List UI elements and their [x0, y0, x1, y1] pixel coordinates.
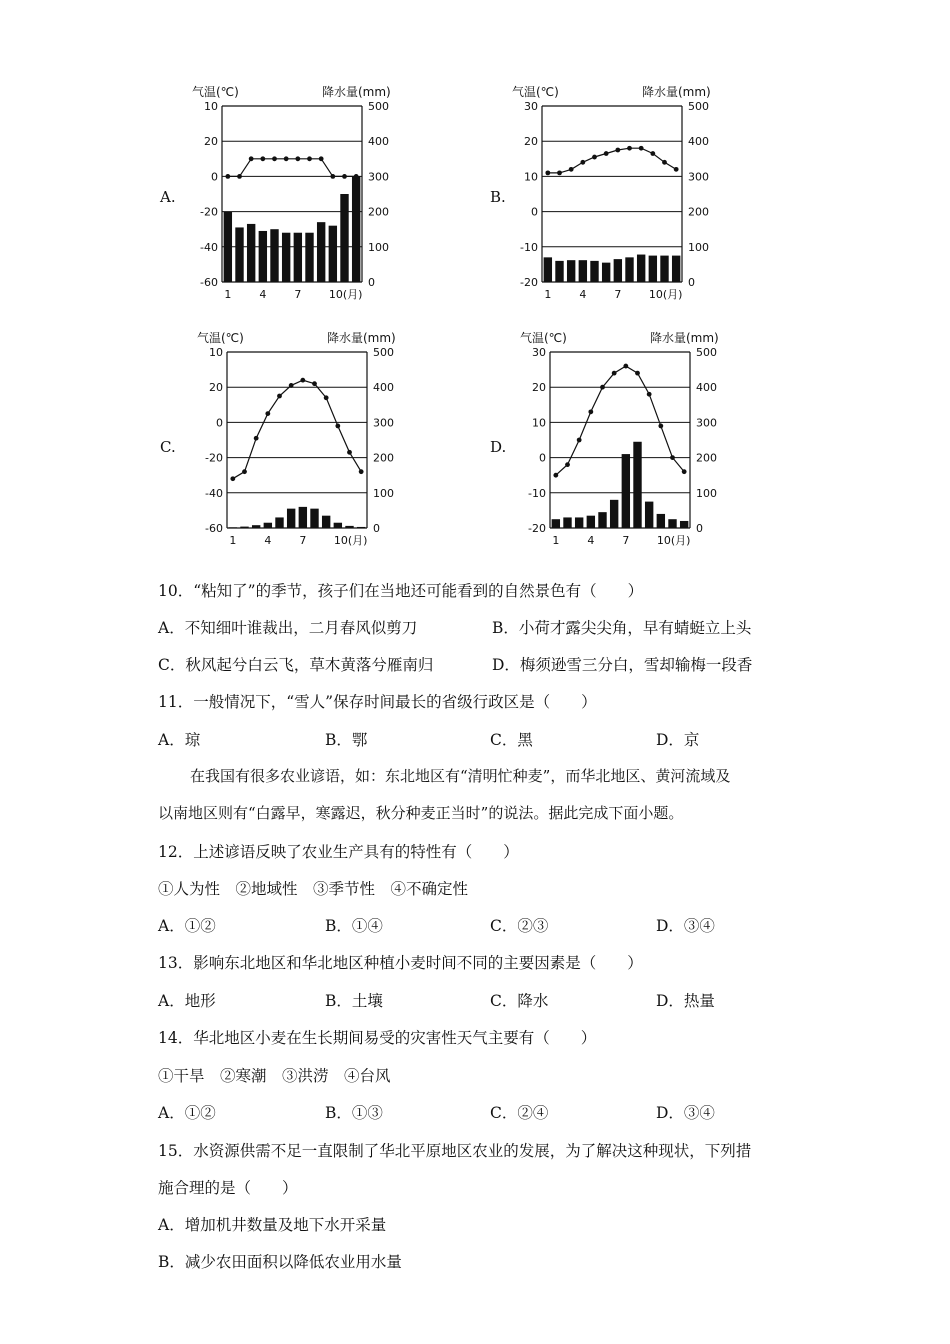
- question-10-stem: 10．“粘知了”的季节，孩子们在当地还可能看到的自然景色有（ ）: [158, 582, 644, 600]
- precipitation-tick-label: 100: [373, 486, 394, 500]
- precipitation-bar: [633, 442, 641, 528]
- temperature-point: [272, 156, 277, 161]
- month-tick-label: 1: [544, 288, 552, 301]
- precipitation-bar: [229, 527, 237, 528]
- precipitation-bar: [575, 517, 583, 528]
- temperature-point: [300, 378, 305, 383]
- precipitation-bar: [614, 259, 622, 282]
- precipitation-bar: [294, 233, 302, 282]
- option-a-label: A.: [160, 188, 176, 206]
- question-10-option-b[interactable]: B．小荷才露尖尖角，早有蜻蜓立上头: [492, 619, 752, 637]
- temperature-point: [592, 155, 597, 160]
- question-13-option-d[interactable]: D．热量: [656, 992, 715, 1010]
- precipitation-bar: [660, 256, 668, 282]
- precipitation-bar: [680, 521, 688, 528]
- precipitation-bar: [259, 231, 267, 282]
- question-15-option-a[interactable]: A．增加机井数量及地下水开采量: [158, 1216, 387, 1234]
- temperature-tick-label: -40: [205, 486, 223, 500]
- temperature-tick-label: 20: [524, 135, 538, 149]
- temperature-point: [289, 383, 294, 388]
- precipitation-bar: [555, 261, 563, 282]
- question-11-option-b[interactable]: B．鄂: [325, 731, 368, 749]
- temperature-tick-label: 0: [539, 451, 546, 465]
- precipitation-bar: [345, 526, 353, 528]
- temperature-point: [635, 371, 640, 376]
- month-tick-label: 1: [552, 534, 560, 547]
- temperature-point: [265, 411, 270, 416]
- temperature-point: [604, 151, 609, 156]
- precipitation-bar: [275, 517, 283, 528]
- precipitation-tick-label: 500: [688, 100, 709, 113]
- month-tick-label: 10(月): [328, 288, 363, 301]
- month-tick-label: 4: [579, 288, 587, 301]
- question-12-option-a[interactable]: A．①②: [158, 917, 216, 935]
- question-11-option-d[interactable]: D．京: [656, 731, 700, 749]
- temperature-point: [600, 385, 605, 390]
- precipitation-axis-title: 降水量(mm): [642, 85, 711, 99]
- precipitation-bar: [352, 176, 360, 282]
- option-d-label: D.: [490, 438, 507, 456]
- temperature-line: [233, 380, 361, 479]
- temperature-axis-title: 气温(℃): [512, 85, 559, 99]
- temperature-point: [359, 469, 364, 474]
- precipitation-bar: [287, 509, 295, 528]
- temperature-line: [228, 159, 356, 177]
- temperature-point: [580, 160, 585, 165]
- question-13-option-a[interactable]: A．地形: [158, 992, 216, 1010]
- temperature-axis-title: 气温(℃): [197, 331, 244, 345]
- precipitation-tick-label: 100: [696, 486, 717, 500]
- temperature-tick-label: -10: [528, 486, 546, 500]
- precipitation-bar: [610, 500, 618, 528]
- temperature-point: [295, 156, 300, 161]
- precipitation-bar: [329, 226, 337, 282]
- precipitation-bar: [270, 229, 278, 282]
- precipitation-bar: [357, 527, 365, 528]
- month-tick-label: 10(月): [333, 534, 368, 547]
- month-tick-label: 10(月): [648, 288, 683, 301]
- precipitation-tick-label: 100: [688, 240, 709, 254]
- precipitation-bar: [622, 454, 630, 528]
- temperature-tick-label: 10: [204, 100, 218, 113]
- temperature-tick-label: -20: [520, 276, 538, 289]
- passage-line-2: 以南地区则有“白露早，寒露迟，秋分种麦正当时”的说法。据此完成下面小题。: [158, 804, 684, 822]
- question-10-option-c[interactable]: C．秋风起兮白云飞，草木黄落兮雁南归: [158, 656, 434, 674]
- precipitation-axis-title: 降水量(mm): [322, 85, 391, 99]
- precipitation-bar: [282, 233, 290, 282]
- temperature-tick-label: -20: [528, 522, 546, 535]
- temperature-tick-label: 0: [531, 205, 538, 219]
- temperature-point: [647, 392, 652, 397]
- question-11-stem: 11．一般情况下，“雪人”保存时间最长的省级行政区是（ ）: [158, 693, 597, 711]
- precipitation-tick-label: 300: [696, 416, 717, 430]
- precipitation-tick-label: 400: [373, 381, 394, 395]
- month-tick-label: 7: [294, 288, 302, 301]
- temperature-point: [557, 170, 562, 175]
- temperature-point: [545, 170, 550, 175]
- month-tick-label: 1: [229, 534, 237, 547]
- precipitation-bar: [563, 517, 571, 528]
- precipitation-tick-label: 400: [688, 135, 709, 149]
- question-12-option-c[interactable]: C．②③: [490, 917, 549, 935]
- question-10-option-d[interactable]: D．梅须逊雪三分白，雪却输梅一段香: [492, 656, 753, 674]
- temperature-line: [556, 366, 684, 475]
- precipitation-tick-label: 200: [696, 451, 717, 465]
- precipitation-bar: [602, 263, 610, 282]
- temperature-point: [615, 148, 620, 153]
- question-14-option-d[interactable]: D．③④: [656, 1104, 715, 1122]
- temperature-point: [319, 156, 324, 161]
- temperature-point: [335, 424, 340, 429]
- temperature-tick-label: -20: [200, 205, 218, 219]
- temperature-point: [569, 167, 574, 172]
- question-15-stem-line-2: 施合理的是（ ）: [158, 1179, 298, 1197]
- precipitation-tick-label: 200: [373, 451, 394, 465]
- month-tick-label: 4: [587, 534, 595, 547]
- temperature-point: [277, 394, 282, 399]
- temperature-point: [627, 146, 632, 151]
- question-13-stem: 13．影响东北地区和华北地区种植小麦时间不同的主要因素是（ ）: [158, 954, 643, 972]
- precipitation-bar: [240, 527, 248, 528]
- precipitation-bar: [317, 222, 325, 282]
- question-15-option-b[interactable]: B．减少农田面积以降低农业用水量: [158, 1253, 402, 1271]
- precipitation-tick-label: 300: [368, 170, 389, 184]
- precipitation-bar: [649, 256, 657, 282]
- question-15-stem-line-1: 15．水资源供需不足一直限制了华北平原地区农业的发展，为了解决这种现状，下列措: [158, 1142, 752, 1160]
- temperature-point: [307, 156, 312, 161]
- question-11-option-c[interactable]: C．黑: [490, 731, 533, 749]
- temperature-point: [237, 174, 242, 179]
- precipitation-tick-label: 200: [368, 205, 389, 219]
- question-12-option-d[interactable]: D．③④: [656, 917, 715, 935]
- temperature-point: [662, 160, 667, 165]
- temperature-axis-title: 气温(℃): [192, 85, 239, 99]
- question-14-option-c[interactable]: C．②④: [490, 1104, 549, 1122]
- month-tick-label: 1: [224, 288, 232, 301]
- temperature-point: [553, 473, 558, 478]
- precipitation-bar: [598, 512, 606, 528]
- precipitation-bar: [305, 233, 313, 282]
- temperature-point: [242, 469, 247, 474]
- month-tick-label: 7: [622, 534, 630, 547]
- precipitation-bar: [252, 525, 260, 528]
- temperature-point: [324, 395, 329, 400]
- precipitation-bar: [334, 523, 342, 528]
- precipitation-bar: [264, 523, 272, 528]
- precipitation-bar: [247, 224, 255, 282]
- month-tick-label: 4: [259, 288, 267, 301]
- question-13-option-b[interactable]: B．土壤: [325, 992, 383, 1010]
- precipitation-bar: [235, 227, 243, 282]
- temperature-tick-label: 10: [524, 170, 538, 184]
- temperature-tick-label: -20: [205, 451, 223, 465]
- precipitation-tick-label: 0: [688, 276, 695, 289]
- temperature-tick-label: 0: [211, 170, 218, 184]
- question-10-option-a[interactable]: A．不知细叶谁裁出，二月春风似剪刀: [158, 619, 418, 637]
- precipitation-bar: [590, 261, 598, 282]
- precipitation-bar: [645, 502, 653, 528]
- precipitation-bar: [657, 514, 665, 528]
- temperature-tick-label: 20: [209, 381, 223, 395]
- precipitation-tick-label: 500: [696, 346, 717, 359]
- precipitation-bar: [668, 519, 676, 528]
- month-tick-label: 7: [614, 288, 622, 301]
- precipitation-axis-title: 降水量(mm): [327, 331, 396, 345]
- temperature-point: [284, 156, 289, 161]
- question-11-option-a[interactable]: A．琼: [158, 731, 201, 749]
- temperature-point: [354, 174, 359, 179]
- question-14-option-b[interactable]: B．①③: [325, 1104, 383, 1122]
- precipitation-bar: [625, 257, 633, 282]
- question-14-stem: 14．华北地区小麦在生长期间易受的灾害性天气主要有（ ）: [158, 1029, 597, 1047]
- precipitation-tick-label: 500: [373, 346, 394, 359]
- precipitation-bar: [672, 256, 680, 282]
- precipitation-tick-label: 100: [368, 240, 389, 254]
- precipitation-tick-label: 200: [688, 205, 709, 219]
- precipitation-tick-label: 0: [368, 276, 375, 289]
- precipitation-bar: [322, 516, 330, 528]
- precipitation-tick-label: 500: [368, 100, 389, 113]
- temperature-point: [670, 455, 675, 460]
- precipitation-bar: [637, 255, 645, 282]
- month-tick-label: 4: [264, 534, 272, 547]
- question-12-items: ①人为性 ②地域性 ③季节性 ④不确定性: [158, 880, 469, 898]
- precipitation-tick-label: 0: [373, 522, 380, 535]
- option-c-label: C.: [160, 438, 176, 456]
- temperature-point: [682, 469, 687, 474]
- question-14-items: ①干旱 ②寒潮 ③洪涝 ④台风: [158, 1067, 391, 1085]
- temperature-point: [658, 424, 663, 429]
- temperature-tick-label: -40: [200, 240, 218, 254]
- precipitation-bar: [587, 516, 595, 528]
- temperature-point: [347, 450, 352, 455]
- precipitation-bar: [579, 260, 587, 282]
- temperature-point: [342, 174, 347, 179]
- precipitation-bar: [340, 194, 348, 282]
- precipitation-bar: [544, 257, 552, 282]
- temperature-point: [312, 381, 317, 386]
- precipitation-bar: [224, 212, 232, 282]
- temperature-tick-label: -10: [520, 240, 538, 254]
- temperature-axis-title: 气温(℃): [520, 331, 567, 345]
- precipitation-tick-label: 300: [688, 170, 709, 184]
- temperature-point: [225, 174, 230, 179]
- precipitation-bar: [310, 509, 318, 528]
- question-14-option-a[interactable]: A．①②: [158, 1104, 216, 1122]
- passage-line-1: 在我国有很多农业谚语，如：东北地区有“清明忙种麦”，而华北地区、黄河流域及: [190, 767, 731, 785]
- precipitation-tick-label: 300: [373, 416, 394, 430]
- temperature-tick-label: 0: [216, 416, 223, 430]
- temperature-point: [565, 462, 570, 467]
- temperature-point: [260, 156, 265, 161]
- climate-chart-d: [518, 330, 738, 558]
- temperature-point: [674, 167, 679, 172]
- climate-chart-a: [190, 84, 410, 312]
- month-tick-label: 10(月): [656, 534, 691, 547]
- precipitation-axis-title: 降水量(mm): [650, 331, 719, 345]
- question-13-option-c[interactable]: C．降水: [490, 992, 549, 1010]
- climate-chart-c: [195, 330, 415, 558]
- temperature-tick-label: 20: [532, 381, 546, 395]
- question-12-option-b[interactable]: B．①④: [325, 917, 383, 935]
- temperature-point: [249, 156, 254, 161]
- temperature-tick-label: 30: [524, 100, 538, 113]
- temperature-tick-label: 30: [532, 346, 546, 359]
- precipitation-tick-label: 400: [696, 381, 717, 395]
- option-b-label: B.: [490, 188, 506, 206]
- temperature-point: [254, 436, 259, 441]
- precipitation-bar: [552, 519, 560, 528]
- temperature-point: [623, 364, 628, 369]
- temperature-line: [548, 148, 676, 173]
- precipitation-tick-label: 400: [368, 135, 389, 149]
- temperature-point: [650, 151, 655, 156]
- temperature-point: [577, 438, 582, 443]
- temperature-point: [330, 174, 335, 179]
- temperature-tick-label: -60: [205, 522, 223, 535]
- temperature-tick-label: 20: [204, 135, 218, 149]
- temperature-point: [230, 476, 235, 481]
- question-12-stem: 12．上述谚语反映了农业生产具有的特性有（ ）: [158, 843, 519, 861]
- temperature-tick-label: -60: [200, 276, 218, 289]
- temperature-point: [588, 409, 593, 414]
- precipitation-tick-label: 0: [696, 522, 703, 535]
- precipitation-bar: [567, 260, 575, 282]
- climate-chart-b: [510, 84, 730, 312]
- precipitation-bar: [299, 507, 307, 528]
- temperature-tick-label: 10: [209, 346, 223, 359]
- temperature-point: [639, 146, 644, 151]
- temperature-tick-label: 10: [532, 416, 546, 430]
- month-tick-label: 7: [299, 534, 307, 547]
- temperature-point: [612, 371, 617, 376]
